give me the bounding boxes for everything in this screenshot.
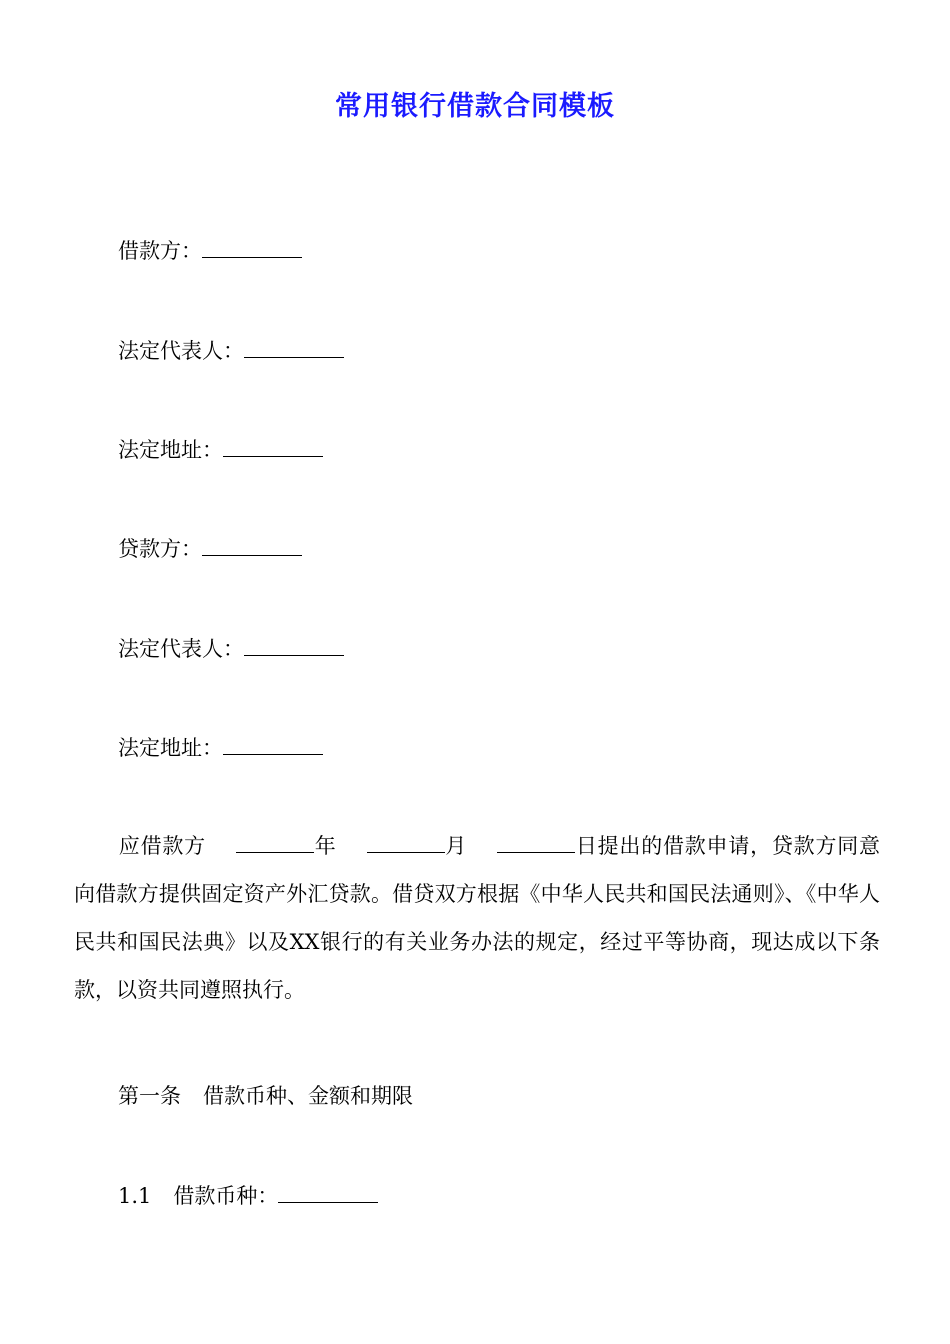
intro-text-2: 日提出的借款申请，贷款方同意向借款方提供固定资产外汇贷款。借贷双方根据《中华人民共和国民法通则》、《中华人民共和国民法典》以及XX银行的有关业务办法的规定，经过平等协商，现达成以下条款，以资共同遵照执行。 (74, 834, 881, 1002)
clause-1-1-number: 1.1 (118, 1184, 152, 1208)
lender-addr-blank (223, 734, 323, 755)
lender-addr-line (118, 734, 323, 762)
currency-blank (278, 1182, 378, 1203)
borrower-blank (202, 237, 302, 258)
lender-blank (202, 535, 302, 556)
article-1-heading (118, 1082, 413, 1110)
clause-1-1-line (118, 1182, 378, 1210)
day-blank (497, 832, 575, 853)
lender-rep-label: 法定代表人： (118, 637, 244, 661)
lender-rep-line (118, 635, 344, 663)
article-1-title: 借款币种、金额和期限 (203, 1084, 413, 1108)
year-label: 年 (313, 834, 337, 858)
lender-rep-blank (244, 635, 344, 656)
article-1-number: 第一条 (118, 1084, 181, 1108)
lender-addr-label: 法定地址： (118, 736, 223, 760)
borrower-addr-label: 法定地址： (118, 438, 223, 462)
lender-label: 贷款方： (118, 537, 202, 561)
borrower-line (118, 237, 302, 265)
borrower-addr-line (118, 436, 323, 464)
intro-text-1: 应借款方 (118, 834, 206, 858)
month-blank (367, 832, 445, 853)
borrower-rep-label: 法定代表人： (118, 339, 244, 363)
clause-1-1-label: 借款币种： (173, 1184, 279, 1208)
borrower-rep-line (118, 337, 344, 365)
year-blank (236, 832, 314, 853)
month-label: 月 (444, 834, 468, 858)
lender-line (118, 535, 302, 563)
borrower-rep-blank (244, 337, 344, 358)
document-title: 常用银行借款合同模板 (335, 91, 615, 122)
borrower-label: 借款方： (118, 239, 202, 263)
intro-paragraph (74, 822, 880, 1014)
borrower-addr-blank (223, 436, 323, 457)
